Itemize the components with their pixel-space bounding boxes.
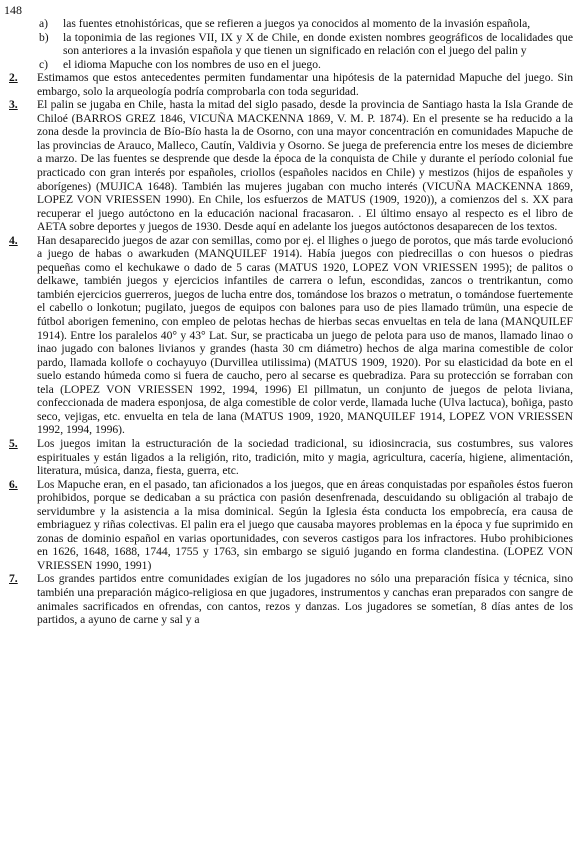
item-text: Los grandes partidos entre comunidades exigían de los jugadores no sólo una preparación física y técnica, sino también una preparación mágico-religiosa en que jugadores, instrumentos y canchas eran preparados con sangre de animales sacrificados en ofrendas, con cantos, rezos y danzas. Los jugadores se sometían, 8 días antes de los partidos, a ayuno de carne y sal y a xyxy=(37,572,573,627)
sub-item-label: b) xyxy=(39,30,49,44)
numbered-item-5 xyxy=(9,437,573,478)
item-text: Los juegos imitan la estructuración de la sociedad tradicional, su idiosincracia, sus costumbres, sus valores espirituales y están ligados a la religión, rito, tradición, mito y magia, agricultura, cacería, higiene, alimentación, literatura, música, danza, fiesta, guerra, etc. xyxy=(37,436,573,478)
page-number: 148 xyxy=(4,3,22,17)
sub-item-c xyxy=(39,58,573,72)
numbered-item-2 xyxy=(9,71,573,98)
sub-item-a xyxy=(39,17,573,31)
item-number: 3. xyxy=(9,98,18,112)
numbered-item-7 xyxy=(9,572,573,626)
item-text: Los Mapuche eran, en el pasado, tan aficionados a los juegos, que en áreas conquistadas por españoles éstos fueron prohibidos, porque se dedicaban a su práctica con pasión desenfrenada, descuidando su obligación al trabajo de servidumbre y la asistencia a la misa dominical. Según la Iglesia ésta conducta los empobrecía, era causa de embriaguez y riñas colectivas. El palin era el juego que causaba mayores problemas en la época y fue suprimido en zonas de dominio español en varias oportunidades, con severos castigos para los infractores. Hubo prohibiciones en 1626, 1648, 1688, 1744, 1755 y 1763, sin embargo se siguió jugando en forma clandestina. (LOPEZ VON VRIESSEN 1990, 1991) xyxy=(37,477,573,572)
item-number: 5. xyxy=(9,436,18,450)
numbered-item-3 xyxy=(9,98,573,233)
sub-item-text: la toponimia de las regiones VII, IX y X de Chile, en donde existen nombres geográficos de localidades que son anteriores a la invasión española y que tienen un significado en relación con el juego del palin y xyxy=(63,30,573,58)
page-body xyxy=(9,17,573,627)
sub-item-label: c) xyxy=(39,57,49,71)
item-number: 4. xyxy=(9,233,18,247)
item-text: Han desaparecido juegos de azar con semillas, como por ej. el llighes o juego de porotos, que más tarde evolucionó a juego de habas o awarkuden (MANQUILEF 1914). Había juegos con piedrecillas o con huesos o piedras pequeñas como el kechukawe o dado de 5 caras (MATUS 1920, LOPEZ VON VRIESSEN 1995); de palitos o delkawe, también juegos y ejercicios infantiles de carrera o lefun, escondidas, zancos o trentrikantun, como también ejercicios guerreros, juegos de lucha entre dos, tomándose los brazos o metratun, o tomándose fuertemente el cabello o lonkotun; pugilato, juegos de equipos con balones para uso de pies llamado trümün, una especie de fútbol aborigen femenino, con empleo de pelotas hechas de hierbas secas envueltas en tela de lana (MANQUILEF 1914). Entre los paralelos 40° y 43° Lat. Sur, se practicaba un juego de pelota para uso de manos, llamado linao o inao jugado con balones livianos y grandes (hasta 30 cm diámetro) hechos de alga marina comestible de color pardo, llamada kollofe o cochayuyo (Durvillea utilissima) (MATUS 1909, 1920). Por su elasticidad da bote en el suelo estando húmeda como si fuera de caucho, pero al secarse es quebradiza. Para su protección se forraban con tela (LOPEZ VON VRIESSEN 1992, 1994, 1996) El pillmatun, un conjunto de juegos de pelota liviana, confeccionada de madera esponjosa, de alga comestible de color verde, llamada luche (Ulva lactuca), boñiga, pasto seco, vejigas, etc. envuelta en tela de lana (MATUS 1909, 1920, MANQUILEF 1914, LOPEZ VON VRIESSEN 1992, 1994, 1996). xyxy=(37,233,573,437)
sub-item-label: a) xyxy=(39,17,49,30)
item-number: 7. xyxy=(9,572,18,586)
numbered-item-6 xyxy=(9,478,573,573)
sub-item-b xyxy=(39,31,573,58)
item-number: 2. xyxy=(9,71,18,85)
item-number: 6. xyxy=(9,477,18,491)
item-text: El palin se jugaba en Chile, hasta la mitad del siglo pasado, desde la provincia de Santiago hasta la Isla Grande de Chiloé (BARROS GREZ 1846, VICUÑA MACKENNA 1869, V. M. P. 1874). En el presente se ha reducido a la zona desde la provincia de Bío-Bío hasta la de Osorno, con una mayor concentración en comunidades Mapuche de las provincias de Arauco, Malleco, Cautín, Valdivia y Osorno. Se juega de preferencia entre los meses de diciembre a marzo. De las fuentes se desprende que desde la época de la conquista de Chile y durante el período colonial fue practicado con gran interés por españoles, criollos (españoles nacidos en Chile) y mestizos (hijos de españoles y aborígenes) (MUJICA 1648). También las mujeres jugaban con mucho interés (VICUÑA MACKENNA 1869, LOPEZ VON VRIESSEN 1990). En Chile, los esfuerzos de MATUS (1909, 1920)), a comienzos del s. XX para recuperar el juego autóctono en la educación nacional fracasaron. . El último ensayo al respecto es el libro de AETA sobre deportes y juegos de 1930. Desde aquí en adelante los juegos autóctonos desaparecen de los textos. xyxy=(37,98,573,234)
sub-item-text: las fuentes etnohistóricas, que se refieren a juegos ya conocidos al momento de la invasión española, xyxy=(63,17,531,30)
numbered-item-4 xyxy=(9,234,573,437)
item-text: Estimamos que estos antecedentes permiten fundamentar una hipótesis de la paternidad Mapuche del juego. Sin embargo, solo la arqueología podría comprobarla con toda seguridad. xyxy=(37,71,573,98)
sub-item-text: el idioma Mapuche con los nombres de uso en el juego. xyxy=(63,57,321,71)
